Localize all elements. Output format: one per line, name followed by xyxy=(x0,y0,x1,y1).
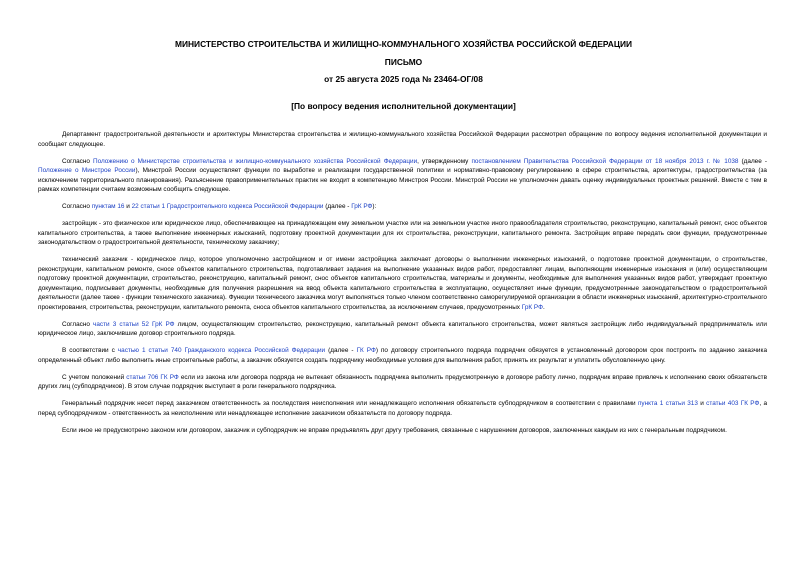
paragraph-article-740 xyxy=(38,346,767,365)
link-gk-article-740[interactable]: частью 1 статьи 740 Гражданского кодекса Российской Федерации xyxy=(117,347,326,354)
link-gk-short[interactable]: ГК РФ xyxy=(356,347,376,354)
paragraph-claims: Если иное не предусмотрено законом или договором, заказчик и субподрядчик не вправе предъявлять друг другу требования, связанные с нарушением договоров, заключенных каждым из них с генеральным подрядчиком. xyxy=(62,426,727,434)
text: технический заказчик - юридическое лицо, которое уполномочено застройщиком и от имени застройщика заключает договоры о выполнении инженерных изысканий, о подготовке проектной документации, о строительстве, реконструкции, капитальном ремонте, сносе объектов капитального строительства, подготавливает задания на выполнение указанных видов работ, предоставляет лицам, выполняющим инженерные изыскания и (или) осуществляющим подготовку проектной документации, строительство, реконструкцию, капитальный ремонт, снос объектов капитального строительства, материалы и документы, необходимые для выполнения указанных видов работ, утверждает проектную документацию, подписывает документы, необходимые для получения разрешения на ввод объекта капитального строительства в эксплуатацию, осуществляет иные функции, предусмотренные законодательством о градостроительной деятельности (далее также - функции технического заказчика). Функции технического заказчика могут выполняться только членом соответственно саморегулируемой организации в области инженерных изысканий, архитектурно-строительного проектирования, строительства, реконструкции, капитального ремонта, сноса объектов капитального строительства, за исключением случаев, предусмотренных xyxy=(38,256,767,311)
text: (далее - xyxy=(323,203,352,210)
document-subject: [По вопросу ведения исполнительной документации] xyxy=(291,101,516,111)
text: и xyxy=(697,400,707,407)
text: ): xyxy=(372,203,377,210)
text: С учетом положений xyxy=(62,373,127,381)
link-grk[interactable]: ГрК РФ xyxy=(521,303,543,311)
document-date-number: от 25 августа 2025 года № 23464-ОГ/08 xyxy=(324,74,483,84)
link-gk-article-313[interactable]: пункта 1 статьи 313 xyxy=(637,400,698,407)
paragraph-technical-customer xyxy=(38,255,767,312)
text: ) по договору строительного подряда подрядчик обязуется в установленный договором срок построить по заданию заказчика определенный объект либо выполнить иные строительные работы, а заказчик обязуется создать подрядчику необходимые условия для выполнения работ, принять их результат и уплатить обусловленную цену. xyxy=(38,347,767,364)
link-grk-short[interactable]: ГрК РФ xyxy=(351,203,373,210)
link-grk-article-1[interactable]: 22 статьи 1 Градостроительного кодекса Российской Федерации xyxy=(131,203,324,210)
ministry-title: МИНИСТЕРСТВО СТРОИТЕЛЬСТВА И ЖИЛИЩНО-КОММУНАЛЬНОГО ХОЗЯЙСТВА РОССИЙСКОЙ ФЕДЕРАЦИИ xyxy=(175,39,632,49)
link-item-16[interactable]: пунктам 16 xyxy=(91,203,125,210)
link-gk-article-706[interactable]: статьи 706 ГК РФ xyxy=(126,373,179,381)
link-government-resolution[interactable]: постановлением Правительства Российской Федерации от 18 ноября 2013 г. № 1038 xyxy=(471,157,739,165)
link-ministry-regulation[interactable]: Положению о Министерстве строительства и жилищно-коммунального хозяйства Российской Федерации xyxy=(92,157,418,165)
document-type: ПИСЬМО xyxy=(384,57,423,67)
paragraph-developer-definition: застройщик - это физическое или юридическое лицо, обеспечивающее на принадлежащем ему земельном участке или на земельном участке иного правообладателя строительство, реконструкцию, капитальный ремонт, снос объектов капитального строительства, а также выполнение инженерных изысканий, подготовку проектной документации для их строительства, реконструкции, капитального ремонта. Застройщик вправе передать свои функции, предусмотренные законодательством о градостроительной деятельности, техническому заказчику; xyxy=(38,220,767,246)
text: Согласно xyxy=(62,203,92,210)
paragraph-article-52 xyxy=(38,320,767,339)
text: В соответствии с xyxy=(62,347,118,354)
text: и xyxy=(124,203,132,210)
text: (далее - xyxy=(738,157,767,165)
link-regulation-short[interactable]: Положение о Минстрое России xyxy=(38,167,136,174)
text: , а перед субподрядчиком - ответственность за неисполнение или ненадлежащее исполнение заказчиком обязательств по договору подряда. xyxy=(38,400,768,417)
paragraph-general-contractor xyxy=(38,399,767,418)
paragraph-intro: Департамент градостроительной деятельности и архитектуры Министерства строительства и жилищно-коммунального хозяйства Российской Федерации рассмотрел обращение по вопросу ведения исполнительной документации и сообщает следующее. xyxy=(38,131,767,148)
link-gk-article-403[interactable]: статьи 403 ГК РФ xyxy=(706,400,760,407)
text: если из закона или договора подряда не вытекает обязанность подрядчика выполнить предусмотренную в договоре работу лично, подрядчик вправе привлечь к исполнению своих обязательств других лиц (субподрядчиков). В этом случае подрядчик выступает в роли генерального подрядчика. xyxy=(38,373,767,390)
paragraph-grk-reference xyxy=(38,202,767,212)
text: Согласно xyxy=(62,320,94,328)
text: ), Минстрой России осуществляет функции по выработке и реализации государственной политики и нормативно-правовому регулированию в сфере строительства, архитектуры, градостроительства (за исключением территориального планирования). Разъяснение правоприменительных практик не входит в компетенцию Минстроя России. Минстрой России не уполномочен давать оценку индивидуальных проектных решений. Вместе с тем в рамках компетенции считаем возможным сообщить следующее. xyxy=(38,167,767,193)
text: (далее - xyxy=(325,347,357,354)
text: Согласно xyxy=(62,157,93,165)
letter-body xyxy=(38,130,767,443)
text: лицом, осуществляющим строительство, реконструкцию, капитальный ремонт объекта капитального строительства, может являться застройщик либо индивидуальный предприниматель или юридическое лицо, заключившие договор строительного подряда. xyxy=(38,320,767,337)
text: . xyxy=(542,303,545,311)
text: , утвержденному xyxy=(417,157,472,165)
paragraph-article-706 xyxy=(38,373,767,392)
paragraph-competence xyxy=(38,157,767,195)
text: Генеральный подрядчик несет перед заказчиком ответственность за последствия неисполнения или ненадлежащего исполнения обязательств субподрядчиком в соответствии с правилами xyxy=(62,400,638,407)
link-grk-article-52[interactable]: части 3 статьи 52 ГрК РФ xyxy=(93,320,175,328)
